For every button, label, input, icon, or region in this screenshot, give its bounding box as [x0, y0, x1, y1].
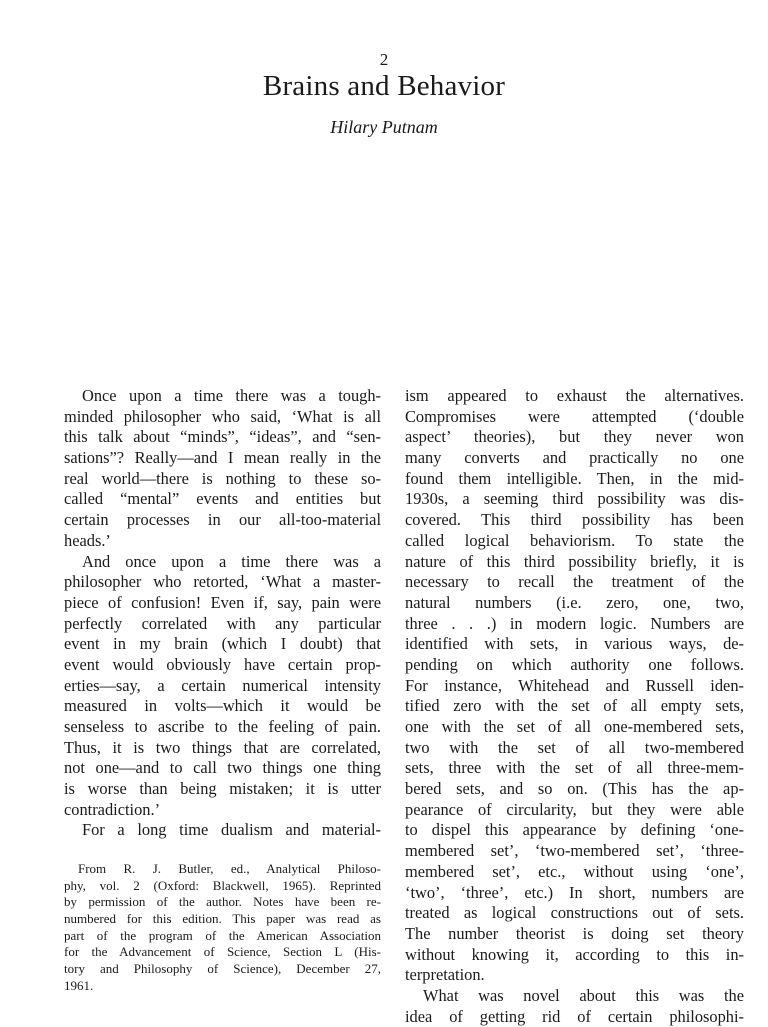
text-line: tified zero with the set of all empty sets,	[405, 696, 744, 716]
text-line: is worse than being mistaken; it is utter	[64, 779, 381, 799]
text-line: natural numbers (i.e. zero, one, two,	[405, 592, 744, 612]
text-line: And once upon a time there was a	[82, 551, 381, 571]
text-line: identified with sets, in various ways, de-	[405, 634, 744, 654]
text-line: Thus, it is two things that are correlated,	[64, 737, 381, 757]
footnote-line: 1961.	[64, 977, 94, 993]
text-line: The number theorist is doing set theory	[405, 923, 744, 943]
chapter-number: 2	[379, 50, 389, 69]
text-line: measured in volts—which it would be	[64, 696, 381, 716]
text-line: bered sets, and so on. (This has the ap-	[405, 779, 744, 799]
text-line: three . . .) in modern logic. Numbers are	[405, 613, 744, 633]
text-line: contradiction.’	[64, 799, 161, 819]
text-line: pending on which authority one follows.	[405, 654, 744, 674]
text-line: piece of confusion! Even if, say, pain were	[64, 592, 381, 612]
text-line: membered set’, etc., without using ‘one’,	[405, 861, 744, 881]
text-line: event in my brain (which I doubt) that	[64, 634, 381, 654]
text-line: 1930s, a seeming third possibility was dis-	[405, 489, 744, 509]
text-line: event would obviously have certain prop-	[64, 654, 381, 674]
text-line: many converts and practically no one	[405, 448, 744, 468]
text-line: found them intelligible. Then, in the mid-	[405, 468, 744, 488]
text-line: one with the set of all one-membered sets,	[405, 717, 744, 736]
text-line: certain processes in our all-too-material	[64, 510, 381, 530]
text-line: heads.’	[64, 530, 111, 550]
text-line: Compromises were attempted (‘double	[405, 406, 744, 426]
right-text-column	[405, 386, 744, 1027]
text-line: pearance of circularity, but they were able	[405, 799, 744, 819]
text-line: ‘two’, ‘three’, etc.) In short, numbers are	[405, 882, 744, 902]
chapter-author: Hilary Putnam	[330, 117, 438, 137]
text-line: sets, three with the set of all three-mem-	[405, 758, 744, 778]
source-footnote	[64, 861, 381, 995]
footnote-line: for the Advancement of Science, Section L (His-	[64, 944, 381, 960]
text-line: What was novel about this was the	[423, 985, 744, 1005]
chapter-title: Brains and Behavior	[262, 70, 506, 102]
text-line: senseless to ascribe to the feeling of pain.	[64, 717, 381, 736]
text-line: real world—there is nothing to these so-	[64, 468, 381, 488]
footnote-line: tory and Philosophy of Science), December 27,	[64, 961, 381, 977]
text-line: ism appeared to exhaust the alternatives.	[405, 386, 744, 405]
text-line: idea of getting rid of certain philosophi-	[405, 1006, 744, 1026]
text-line: perfectly correlated with any particular	[64, 613, 381, 633]
footnote-line: numbered for this edition. This paper was read as	[64, 911, 381, 927]
text-line: sations”? Really—and I mean really in the	[64, 448, 381, 468]
text-line: philosopher who retorted, ‘What a master-	[64, 572, 381, 592]
text-line: called logical behaviorism. To state the	[405, 530, 744, 550]
text-line: two with the set of all two-membered	[405, 737, 744, 757]
text-line: terpretation.	[405, 965, 485, 985]
text-line: Once upon a time there was a tough-	[82, 386, 381, 405]
text-line: membered set’, ‘two-membered set’, ‘three-	[405, 841, 744, 861]
footnote-line: From R. J. Butler, ed., Analytical Philoso-	[78, 861, 381, 876]
text-line: not one—and to call two things one thing	[64, 758, 381, 778]
text-line: to dispel this appearance by defining ‘one-	[405, 820, 744, 840]
text-line: covered. This third possibility has been	[405, 510, 744, 530]
text-line: this talk about “minds”, “ideas”, and “sen-	[64, 427, 381, 447]
text-line: nature of this third possibility briefly, it is	[405, 551, 744, 571]
text-line: For instance, Whitehead and Russell iden-	[405, 675, 744, 695]
text-line: treated as logical constructions out of sets.	[405, 903, 744, 923]
text-line: without knowing it, according to this in-	[405, 944, 744, 964]
footnote-line: by permission of the author. Notes have been re-	[64, 894, 381, 910]
text-line: called “mental” events and entities but	[64, 489, 381, 509]
text-line: erties—say, a certain numerical intensity	[64, 675, 381, 695]
footnote-line: phy, vol. 2 (Oxford: Blackwell, 1965). Reprinted	[64, 877, 381, 893]
left-text-column	[64, 386, 381, 841]
text-line: aspect’ theories), but they never won	[405, 427, 744, 447]
text-line: minded philosopher who said, ‘What is all	[64, 406, 381, 426]
text-line: For a long time dualism and material-	[82, 820, 381, 840]
footnote-line: part of the program of the American Association	[64, 927, 381, 943]
text-line: necessary to recall the treatment of the	[405, 572, 744, 592]
